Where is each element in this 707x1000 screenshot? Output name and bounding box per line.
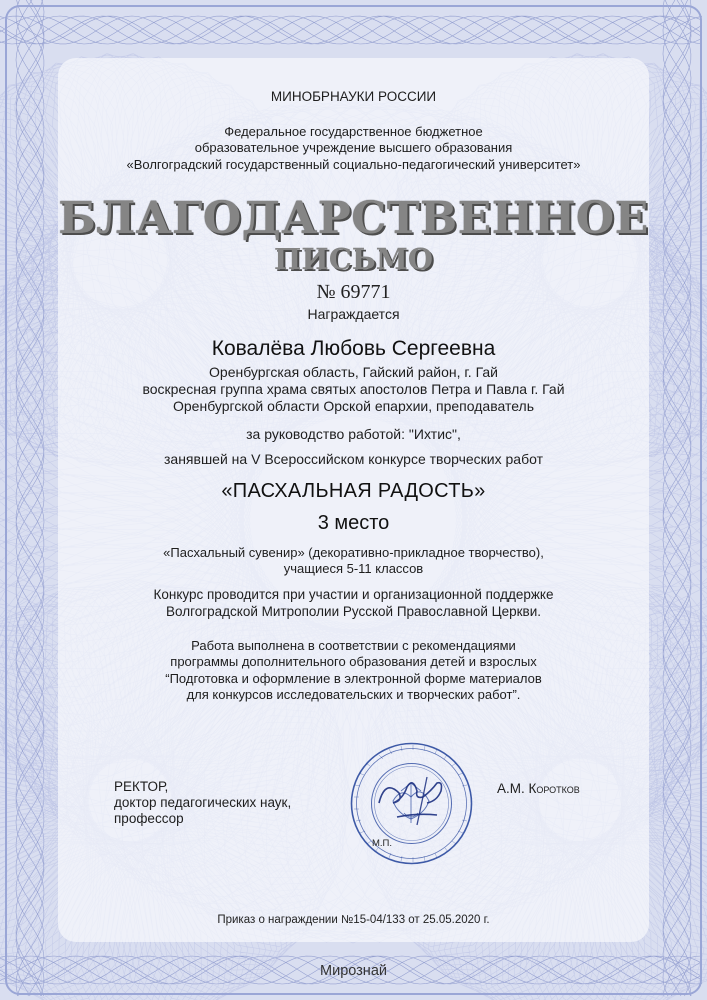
- position-line: профессор: [114, 810, 184, 826]
- organization-name: [0, 124, 707, 173]
- stamp-label: М.П.: [372, 838, 393, 849]
- ministry-name: МИНОБРНАУКИ РОССИИ: [270, 89, 437, 104]
- position-line: доктор педагогических наук,: [114, 794, 292, 810]
- details-line: Оренбургской области Орской епархии, преподаватель: [173, 397, 534, 414]
- award-occasion: занявшей на V Всероссийском конкурсе творческих работ: [164, 451, 543, 467]
- nomination-line: учащиеся 5-11 классов: [283, 561, 424, 577]
- recipient-details: [0, 364, 707, 414]
- official-seal-stamp: [349, 741, 474, 866]
- details-line: воскресная группа храма святых апостолов Петра и Павла г. Гай: [142, 380, 565, 397]
- award-reason: за руководство работой: "Ихтис",: [246, 426, 461, 442]
- award-order: Приказ о награждении №15-04/133 от 25.05.2020 г.: [217, 914, 490, 926]
- nomination: [0, 545, 707, 578]
- signer-position: [114, 779, 291, 827]
- recommendation-line: программы дополнительного образования детей и взрослых: [170, 654, 537, 670]
- signer-name: А.М. Коротков: [497, 781, 580, 796]
- nomination-line: «Пасхальный сувенир» (декоративно-прикладное творчество),: [163, 545, 544, 560]
- support-line: Конкурс проводится при участии и организационной поддержке: [153, 587, 554, 602]
- recommendation-line: Работа выполнена в соответствии с рекомендациями: [191, 638, 516, 653]
- recipient-name: Ковалёва Любовь Сергеевна: [211, 337, 496, 360]
- awarded-label: Награждается: [307, 306, 400, 322]
- support-note: [0, 587, 707, 621]
- footer-brand: Мирознай: [320, 963, 387, 979]
- recommendation-note: [0, 638, 707, 703]
- certificate-title: БЛАГОДАРСТВЕННОЕ: [58, 193, 649, 244]
- support-line: Волгоградской Митрополии Русской Православной Церкви.: [165, 603, 541, 619]
- org-line: образовательное учреждение высшего образования: [194, 140, 513, 156]
- details-line: Оренбургская область, Гайский район, г. Гай: [209, 364, 498, 380]
- contest-name: «ПАСХАЛЬНАЯ РАДОСТЬ»: [221, 480, 486, 502]
- org-line: Федеральное государственное бюджетное: [224, 124, 483, 139]
- award-place: 3 место: [317, 512, 390, 534]
- recommendation-line: для конкурсов исследовательских и творческих работ”.: [186, 686, 521, 702]
- certificate-number: № 69771: [316, 281, 391, 303]
- org-line: «Волгоградский государственный социально-педагогический университет»: [126, 156, 581, 172]
- certificate-subtitle: ПИСЬМО: [273, 242, 434, 276]
- position-line: РЕКТОР,: [114, 779, 169, 794]
- recommendation-line: “Подготовка и оформление в электронной форме материалов: [165, 670, 542, 686]
